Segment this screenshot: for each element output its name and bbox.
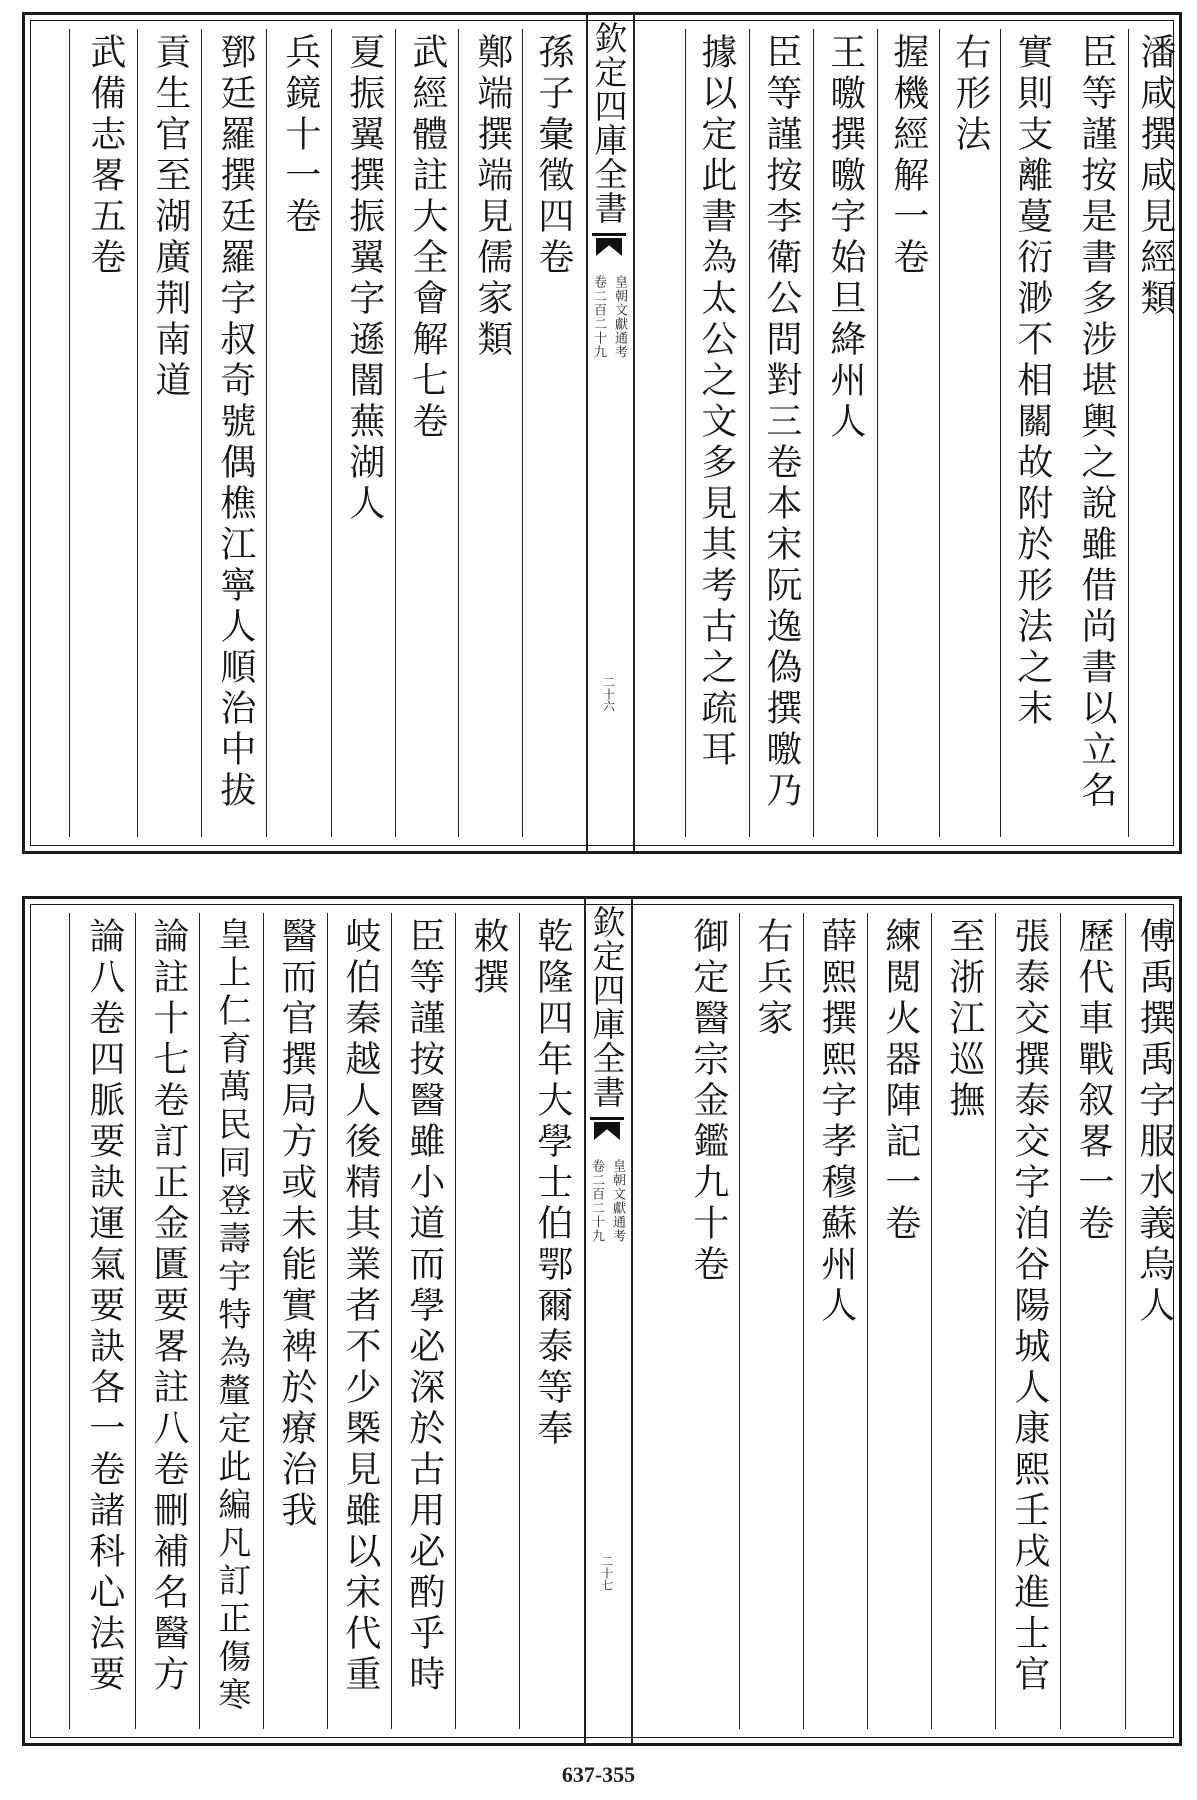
- column-rule: [69, 913, 70, 1729]
- column-text: 握機經解一卷: [887, 33, 929, 279]
- spine-rule-right: [631, 899, 633, 1743]
- column-rule: [939, 29, 940, 837]
- column-text: 潘咸撰咸見經類: [1134, 33, 1176, 320]
- spine-subtitle: [587, 1159, 627, 1243]
- page-footer-number: 637-355: [561, 1762, 636, 1787]
- column-rule: [1128, 29, 1129, 837]
- column-text: 武經體註大全會解七卷: [406, 33, 448, 443]
- column-text: 論註十七卷訂正金匱要畧註八卷刪補名醫方: [147, 917, 189, 1696]
- text-column: [75, 917, 133, 1725]
- column-text: 敕撰: [467, 917, 509, 999]
- column-rule: [685, 29, 686, 837]
- column-text: 實則支離蔓衍渺不相關故附於形法之末: [1011, 33, 1053, 730]
- column-text: 岐伯秦越人後精其業者不少槩見雖以宋代重: [339, 917, 381, 1696]
- text-column: [523, 917, 581, 1725]
- column-rule: [201, 29, 202, 837]
- spine-rule-left: [584, 899, 586, 1743]
- spine-folio: 二十六: [601, 676, 616, 712]
- column-rule: [803, 913, 804, 1729]
- column-text: 至浙江巡撫: [943, 917, 985, 1122]
- column-text: 乾隆四年大學士伯鄂爾泰等奉: [531, 917, 573, 1450]
- text-column: [331, 917, 389, 1725]
- column-rule: [331, 29, 332, 837]
- column-text: 御定醫宗金鑑九十卷: [687, 917, 729, 1286]
- column-text: 皇上仁育萬民同登壽宇特為釐定此編凡訂正傷寒: [213, 917, 253, 1715]
- column-rule: [455, 913, 456, 1729]
- spine-book-title: 皇朝文獻通考: [610, 1159, 625, 1243]
- column-rule: [519, 913, 520, 1729]
- column-text: 張泰交撰泰交字洎谷陽城人康熙壬戌進士官: [1008, 917, 1050, 1696]
- text-column: [935, 917, 993, 1725]
- text-column: [523, 33, 583, 833]
- column-text: 論八卷四脈要訣運氣要訣各一卷諸科心法要: [83, 917, 125, 1696]
- column-text: 夏振翼撰振翼字遜闇蕪湖人: [343, 33, 385, 525]
- column-rule: [391, 913, 392, 1729]
- column-text: 兵鏡十一卷: [279, 33, 321, 238]
- column-text: 練閲火器陣記一卷: [879, 917, 921, 1245]
- text-column: [267, 917, 325, 1725]
- spine-volume: 卷二百二十九: [589, 1159, 604, 1243]
- column-text: 臣等謹按醫雖小道而學必深於古用必酌乎時: [403, 917, 445, 1696]
- column-text: 右兵家: [751, 917, 793, 1040]
- text-column: [1063, 917, 1123, 1725]
- column-rule: [522, 29, 523, 837]
- column-rule: [137, 29, 138, 837]
- column-text: 鄭端撰端見儒家類: [471, 33, 513, 361]
- column-rule: [813, 29, 814, 837]
- column-rule: [266, 29, 267, 837]
- text-column: [395, 917, 453, 1725]
- text-column: [271, 33, 329, 833]
- spine-folio: 二十七: [599, 1555, 614, 1591]
- text-column: [459, 917, 517, 1725]
- text-column: [1065, 33, 1127, 833]
- spine-book-title: 皇朝文獻通考: [612, 275, 627, 359]
- column-rule: [69, 29, 70, 837]
- text-column: [75, 33, 135, 833]
- column-rule: [867, 913, 868, 1729]
- column-rule: [931, 913, 932, 1729]
- column-rule: [458, 29, 459, 837]
- text-column: [206, 33, 264, 833]
- text-column: [679, 917, 737, 1725]
- text-column: [141, 33, 199, 833]
- column-text: 右形法: [949, 33, 991, 156]
- text-column: [941, 33, 999, 833]
- column-rule: [1000, 29, 1001, 837]
- text-column: [999, 917, 1059, 1725]
- text-column: [871, 917, 929, 1725]
- spine-title: 欽定四庫全書: [587, 905, 627, 1109]
- text-column: [1002, 33, 1062, 833]
- text-column: [807, 917, 865, 1725]
- column-text: 臣等謹按是書多涉堪輿之說雖借尚書以立名: [1075, 33, 1117, 812]
- spine-subtitle: [589, 275, 629, 359]
- column-text: 孫子彙徵四卷: [532, 33, 574, 279]
- column-text: 貢生官至湖廣荆南道: [149, 33, 191, 402]
- text-column: [687, 33, 745, 833]
- text-column: [398, 33, 456, 833]
- column-text: 薛熙撰熙字孝穆蘇州人: [815, 917, 857, 1327]
- column-rule: [1125, 913, 1126, 1729]
- column-rule: [199, 913, 200, 1729]
- text-column: [1130, 33, 1180, 833]
- column-text: 王曒撰曒字始旦絳州人: [824, 33, 866, 443]
- column-text: 武備志畧五卷: [84, 33, 126, 279]
- page-bottom: [22, 896, 1182, 1746]
- column-text: 臣等謹按李衛公問對三卷本宋阮逸偽撰曒乃: [760, 33, 802, 812]
- column-rule: [877, 29, 878, 837]
- column-text: 據以定此書為太公之文多見其考古之疏耳: [695, 33, 737, 771]
- spine-volume: 卷二百二十九: [591, 275, 606, 359]
- text-column: [463, 33, 521, 833]
- text-column: [1128, 917, 1180, 1725]
- column-rule: [263, 913, 264, 1729]
- column-rule: [395, 29, 396, 837]
- column-text: 歷代車戰叙畧一卷: [1072, 917, 1114, 1245]
- spine-rule-right: [633, 15, 635, 851]
- fishtail-mark: [590, 1117, 624, 1149]
- spine-title: 欽定四庫全書: [589, 21, 629, 225]
- column-rule: [135, 913, 136, 1729]
- column-rule: [749, 29, 750, 837]
- center-spine: [588, 21, 630, 845]
- page-top: [22, 12, 1182, 854]
- text-column: [335, 33, 393, 833]
- column-rule: [995, 913, 996, 1729]
- text-column: [743, 917, 801, 1725]
- fishtail-mark: [592, 233, 626, 265]
- center-spine: [586, 905, 628, 1737]
- text-column: [815, 33, 875, 833]
- column-text: 鄧廷羅撰廷羅字叔奇號偶樵江寧人順治中拔: [214, 33, 256, 812]
- text-column: [203, 917, 261, 1725]
- column-rule: [327, 913, 328, 1729]
- column-rule: [739, 913, 740, 1729]
- column-text: 醫而官撰局方或未能實裨於療治我: [275, 917, 317, 1532]
- text-column: [139, 917, 197, 1725]
- column-rule: [1060, 913, 1061, 1729]
- spine-rule-left: [586, 15, 588, 851]
- text-column: [879, 33, 937, 833]
- text-column: [751, 33, 811, 833]
- column-text: 傅禹撰禹字服水義烏人: [1133, 917, 1175, 1327]
